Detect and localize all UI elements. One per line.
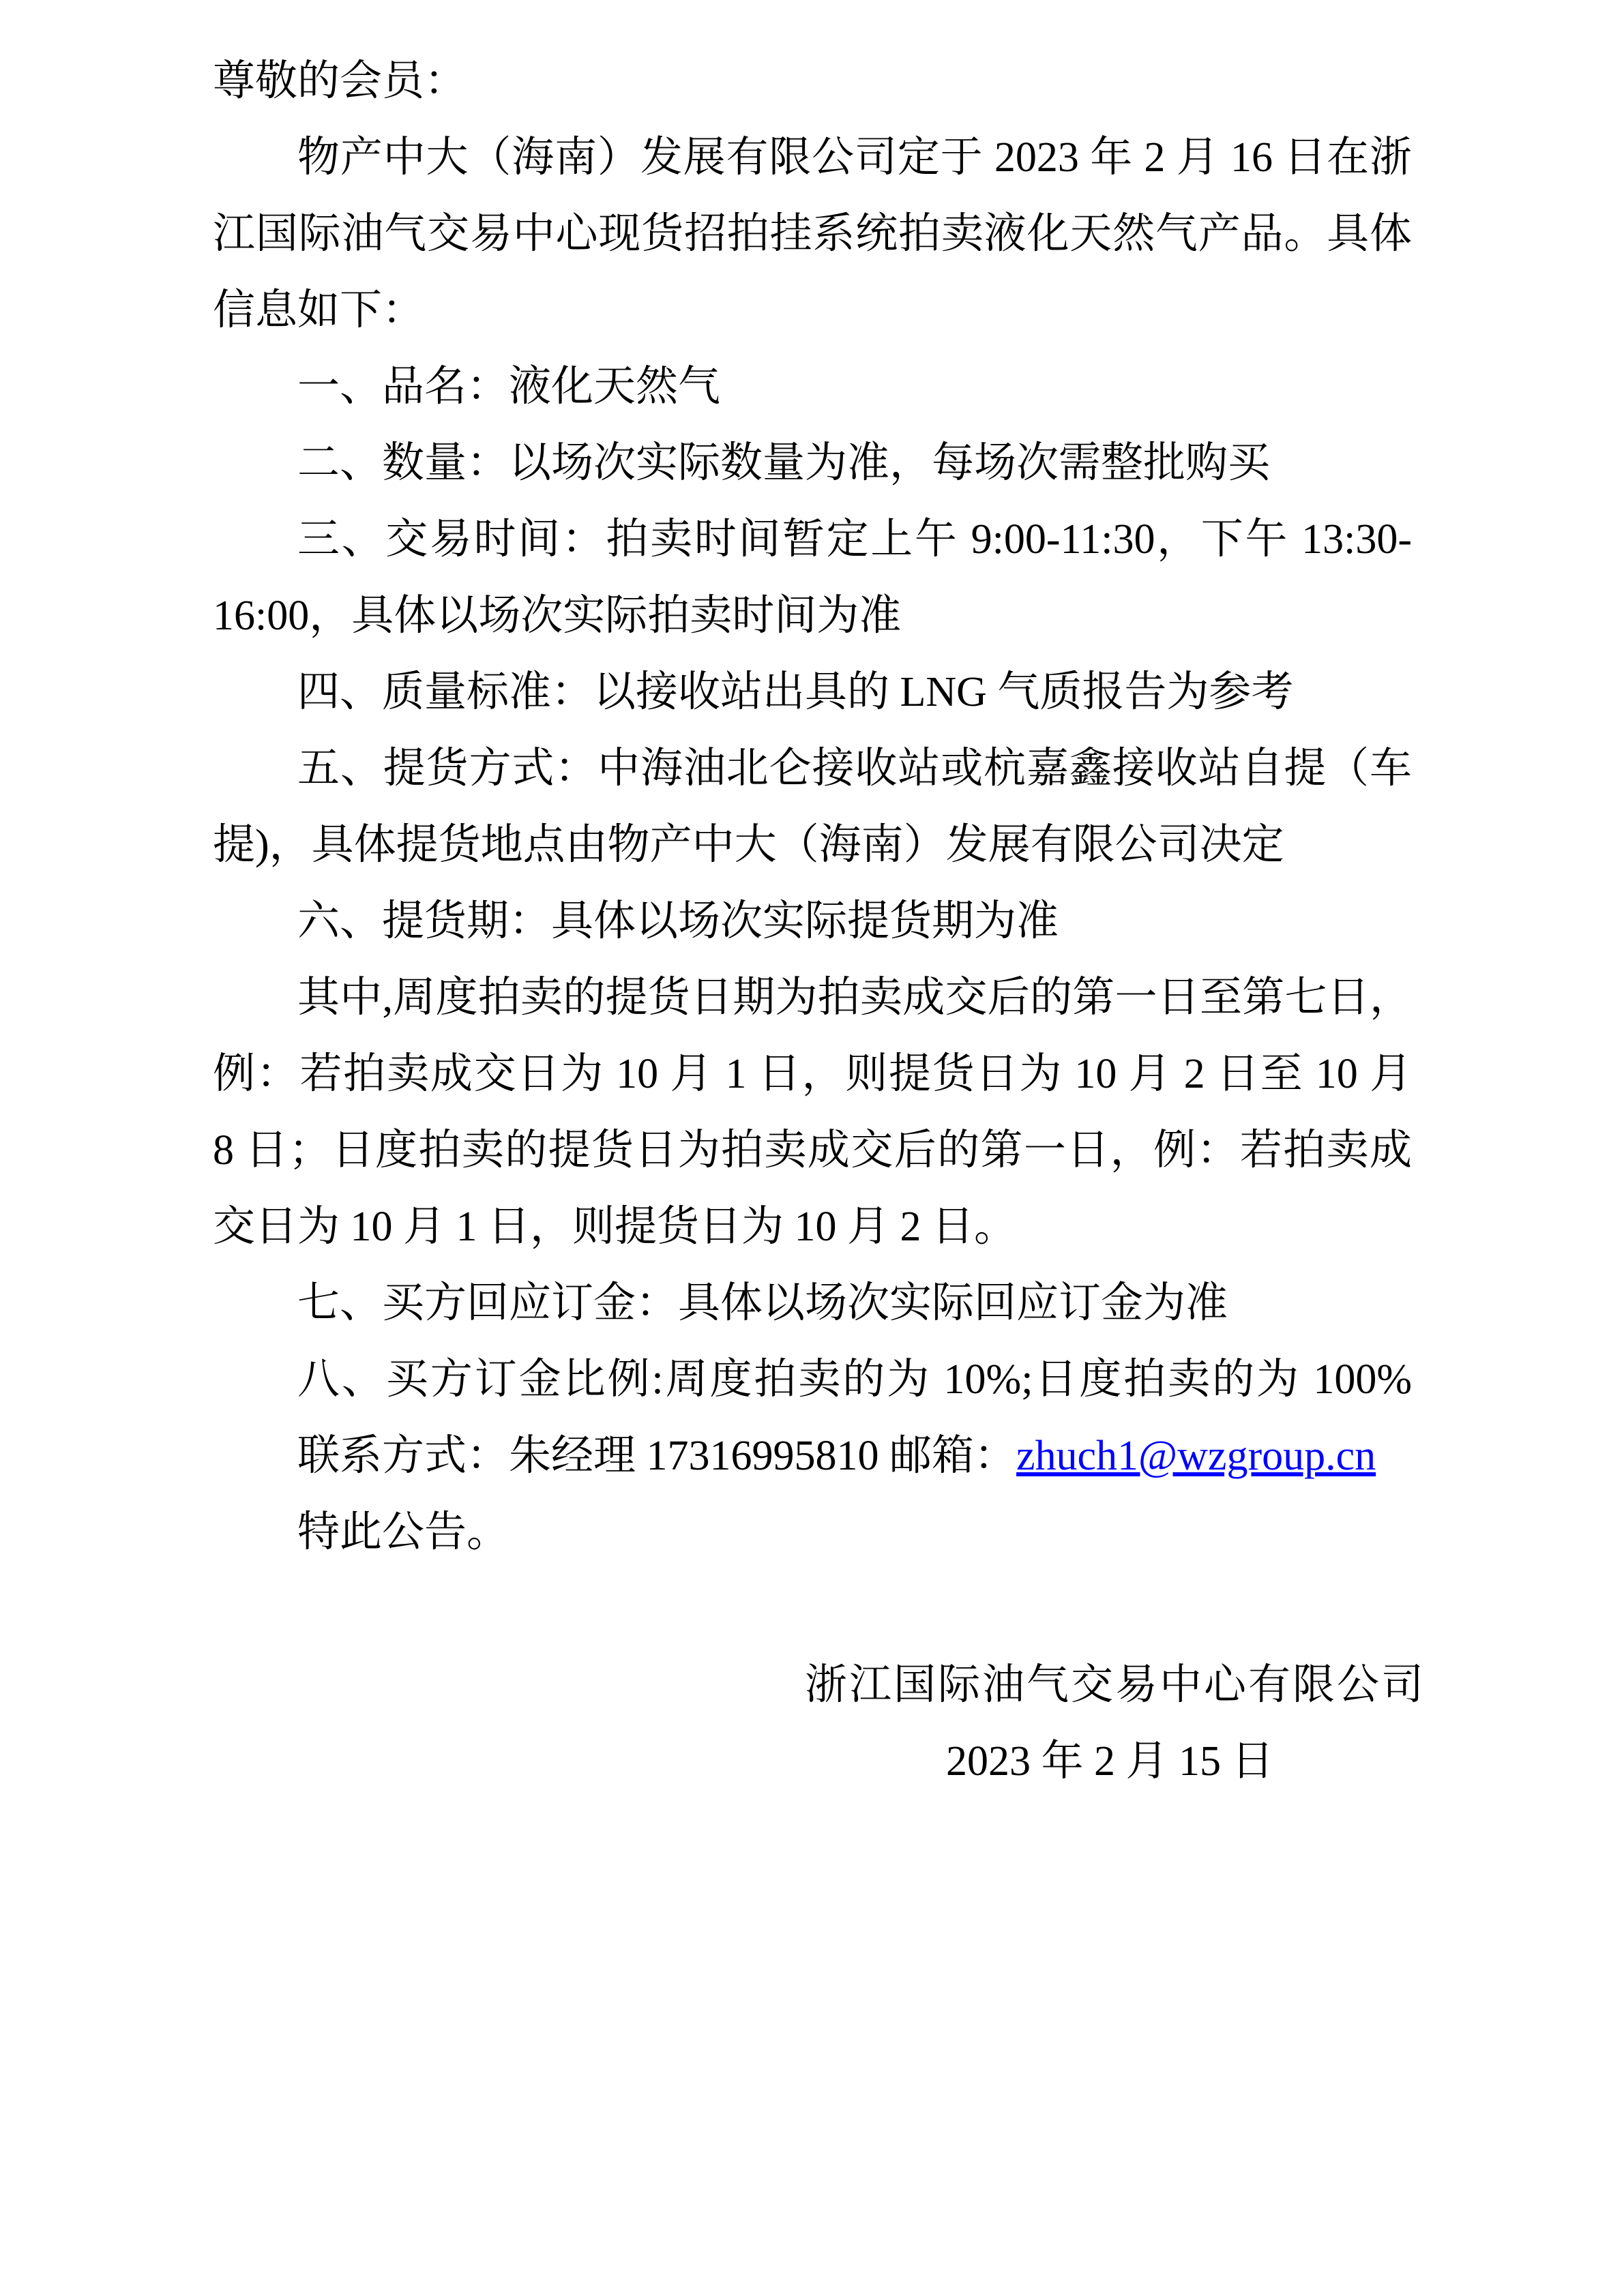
signature-date: 2023 年 2 月 15 日 <box>946 1738 1274 1785</box>
intro-line-3: 信息如下： <box>213 287 425 333</box>
list-item-6-pickup-period: 六、提货期：具体以场次实际提货期为准 <box>297 898 1059 944</box>
list-item-8-deposit-ratio: 八、买方订金比例:周度拍卖的为 10%;日度拍卖的为 100% <box>297 1356 1412 1403</box>
list-item-2-quantity: 二、数量：以场次实际数量为准，每场次需整批购买 <box>297 440 1271 486</box>
list-item-1-product: 一、品名：液化天然气 <box>297 363 721 410</box>
list-item-4-quality: 四、质量标准：以接收站出具的 LNG 气质报告为参考 <box>297 669 1294 715</box>
pickup-note-line-4: 交日为 10 月 1 日，则提货日为 10 月 2 日。 <box>213 1204 1017 1250</box>
list-item-7-deposit: 七、买方回应订金：具体以场次实际回应订金为准 <box>297 1280 1228 1326</box>
pickup-note-line-2: 例：若拍卖成交日为 10 月 1 日，则提货日为 10 月 2 日至 10 月 <box>213 1051 1412 1097</box>
list-item-3-time-line-2: 16:00，具体以场次实际拍卖时间为准 <box>213 593 902 639</box>
list-item-5-pickup-method-line-2: 提)，具体提货地点由物产中大（海南）发展有限公司决定 <box>213 822 1284 868</box>
email-link[interactable]: zhuch1@wzgroup.cn <box>1016 1433 1376 1479</box>
salutation-line: 尊敬的会员： <box>213 58 467 104</box>
announcement-body <box>213 43 1426 1800</box>
intro-line-2: 江国际油气交易中心现货招拍挂系统拍卖液化天然气产品。具体 <box>213 211 1412 257</box>
list-item-5-pickup-method-line-1: 五、提货方式：中海油北仑接收站或杭嘉鑫接收站自提（车 <box>297 745 1412 792</box>
intro-line-1: 物产中大（海南）发展有限公司定于 2023 年 2 月 16 日在浙 <box>297 134 1412 181</box>
closing-line: 特此公告。 <box>297 1509 510 1555</box>
contact-text: 联系方式：朱经理 17316995810 邮箱： <box>297 1433 1017 1479</box>
pickup-note-line-1: 其中,周度拍卖的提货日期为拍卖成交后的第一日至第七日， <box>297 974 1412 1021</box>
pickup-note-line-3: 8 日；日度拍卖的提货日为拍卖成交后的第一日，例：若拍卖成 <box>213 1127 1412 1174</box>
list-item-3-time-line-1: 三、交易时间：拍卖时间暂定上午 9:00-11:30，下午 13:30- <box>297 516 1412 563</box>
contact-line <box>213 1418 1412 1494</box>
blank-line <box>213 1570 1412 1647</box>
signature-company: 浙江国际油气交易中心有限公司 <box>805 1662 1426 1708</box>
